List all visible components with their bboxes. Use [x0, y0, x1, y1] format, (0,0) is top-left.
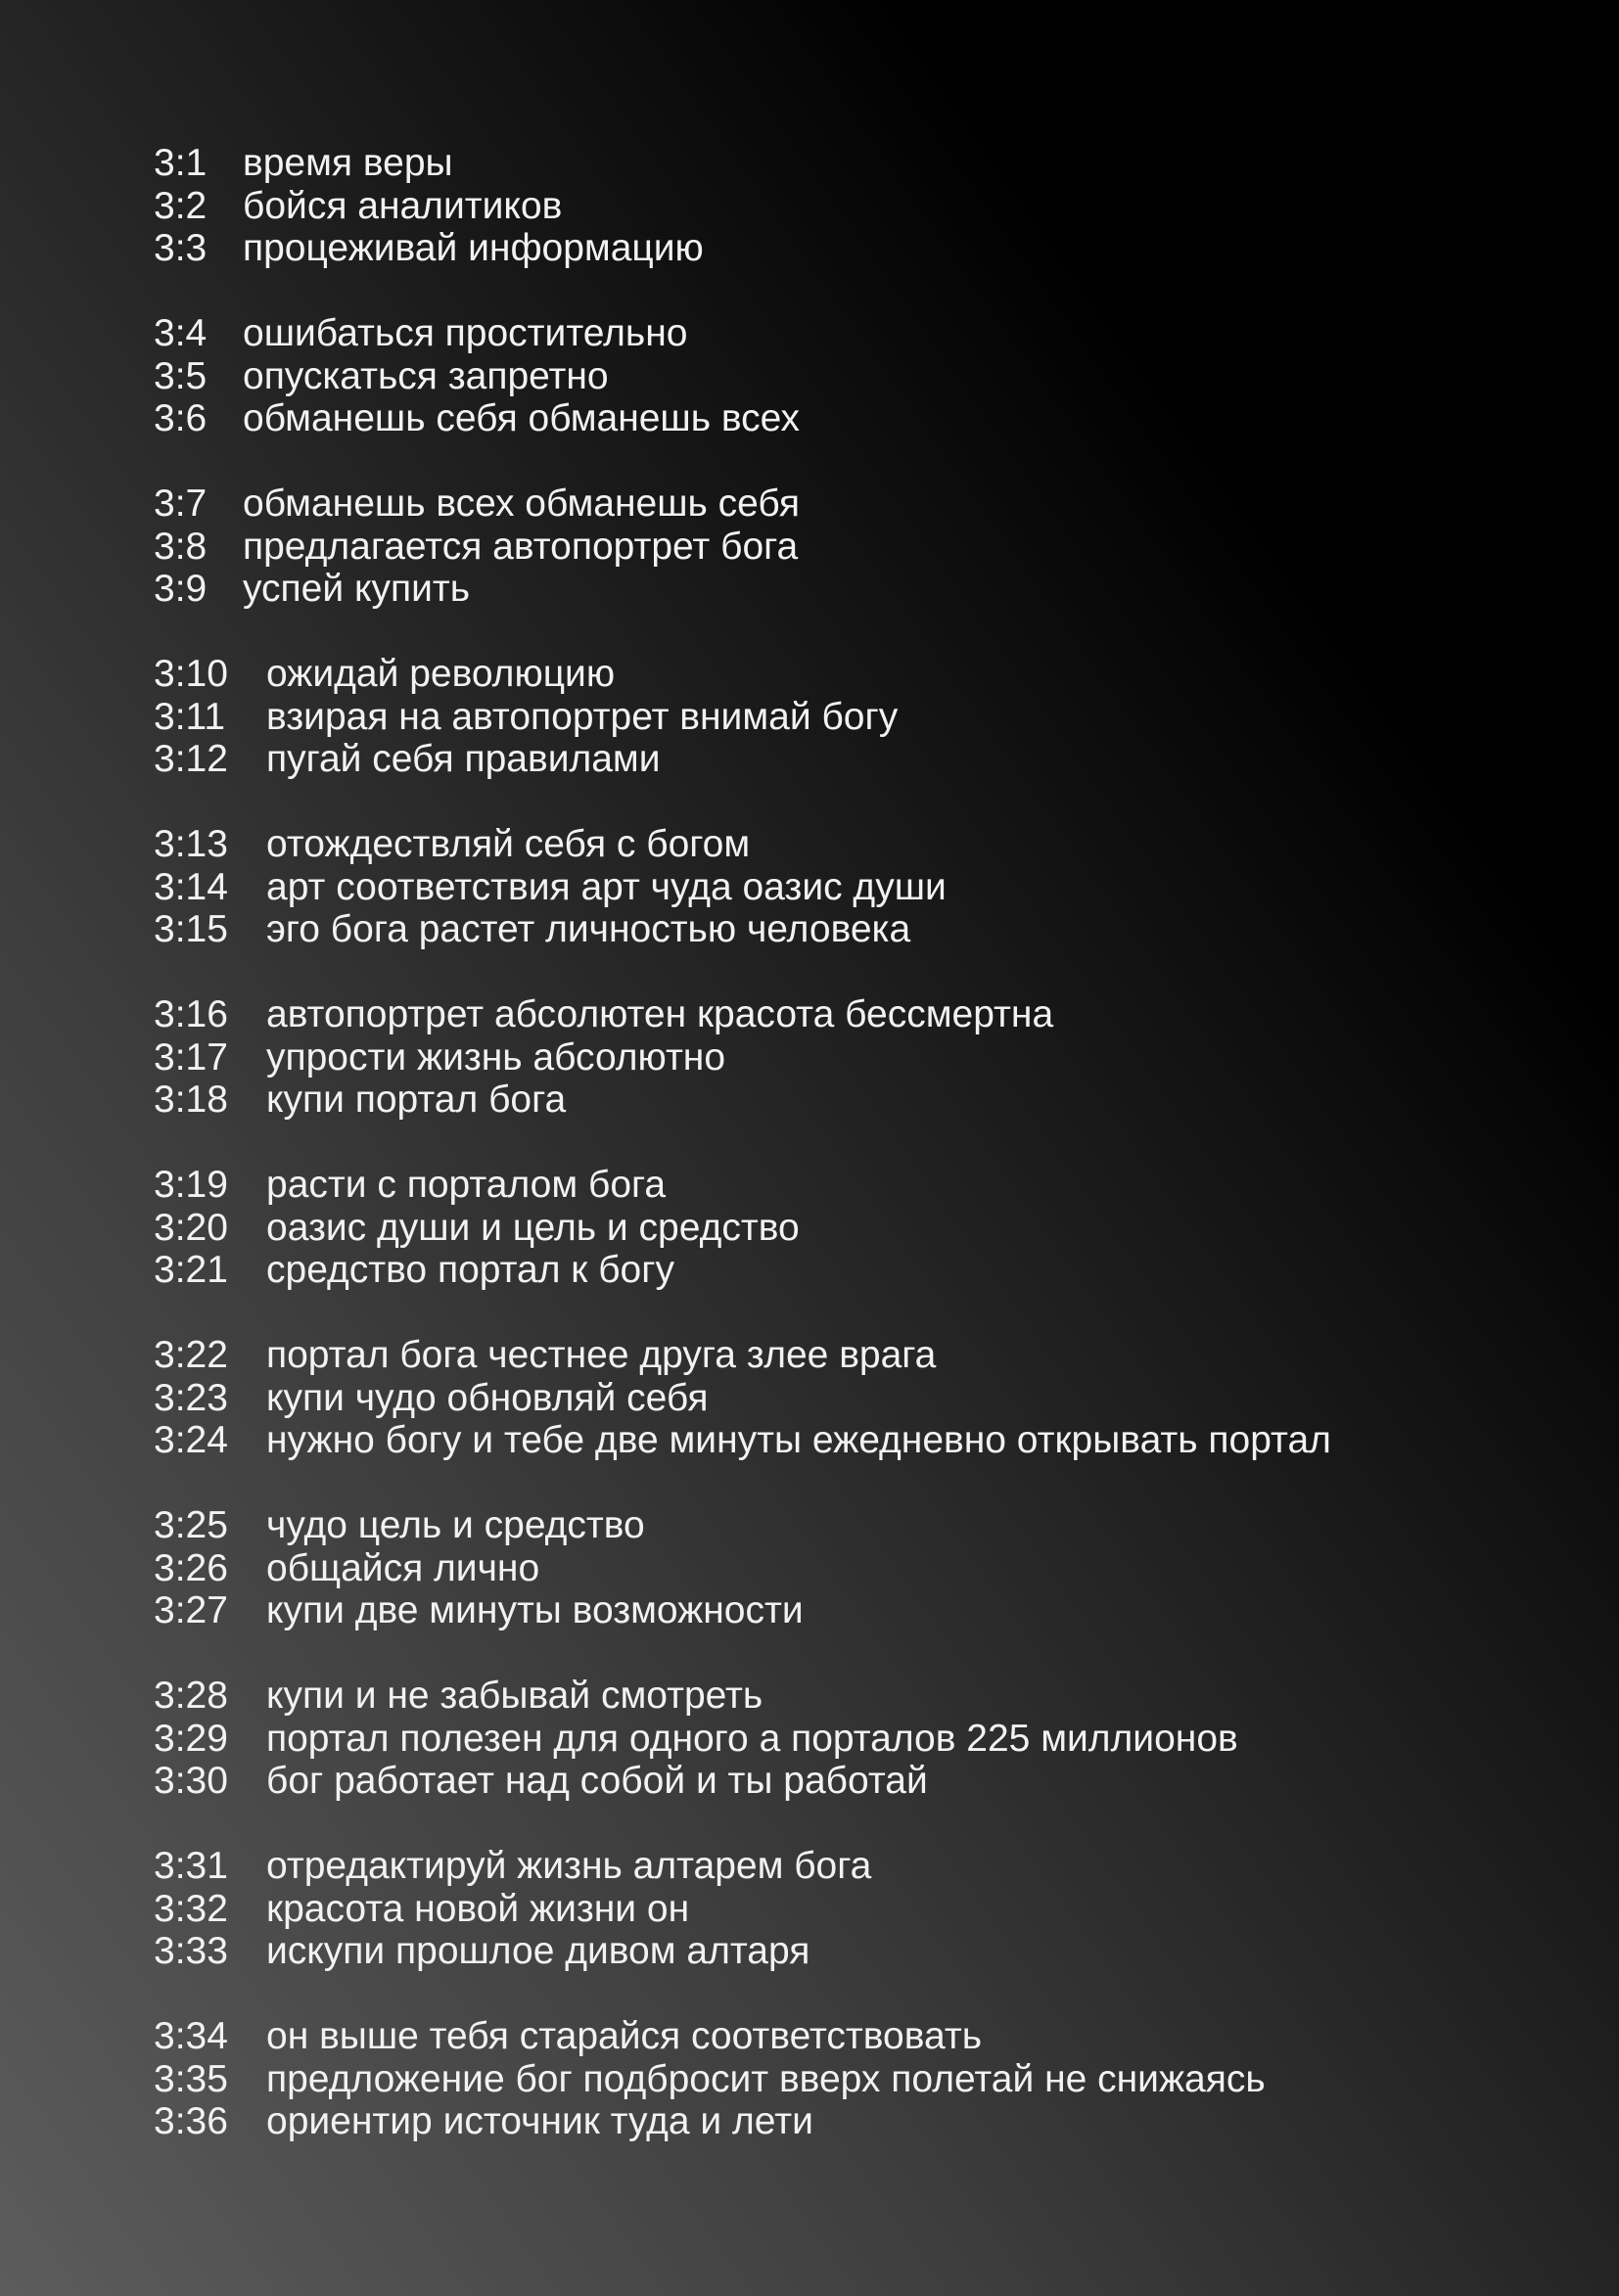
verse-group [154, 482, 1524, 611]
verse-number: 3:7 [154, 482, 208, 525]
verse-text: предложение бог подбросит вверх полетай не снижаясь [266, 2057, 1266, 2100]
verse-number: 3:30 [154, 1760, 228, 1802]
verse-text: арт соответствия арт чуда оазис души [266, 865, 947, 908]
verse-line [154, 1760, 1524, 1803]
verse-text: средство портал к богу [266, 1249, 674, 1291]
verse-group [154, 2015, 1524, 2143]
verse-group [154, 653, 1524, 781]
verse-text: время веры [243, 142, 453, 184]
verse-number: 3:35 [154, 2057, 228, 2100]
verse-number: 3:16 [154, 993, 228, 1035]
verse-line [154, 142, 1524, 185]
verse-number: 3:17 [154, 1035, 228, 1079]
verse-line [154, 1419, 1524, 1462]
verse-text: купи и не забывай смотреть [266, 1675, 763, 1717]
verse-line [154, 355, 1524, 398]
verse-number: 3:6 [154, 397, 208, 439]
verse-text: упрости жизнь абсолютно [266, 1035, 726, 1079]
verse-line [154, 2058, 1524, 2101]
verse-number: 3:24 [154, 1419, 228, 1461]
verse-line [154, 993, 1524, 1036]
verse-number: 3:34 [154, 2015, 228, 2057]
verse-number: 3:31 [154, 1845, 228, 1887]
verse-number: 3:19 [154, 1164, 228, 1206]
verse-number: 3:8 [154, 525, 208, 568]
verse-text: ошибаться простительно [243, 312, 688, 354]
verse-text: он выше тебя старайся соответствовать [266, 2015, 983, 2057]
verse-text: нужно богу и тебе две минуты ежедневно открывать портал [266, 1419, 1331, 1461]
verse-number: 3:3 [154, 227, 208, 269]
verse-text: купи чудо обновляй себя [266, 1376, 709, 1419]
verse-line [154, 397, 1524, 440]
verse-line [154, 1079, 1524, 1122]
verse-text: ожидай революцию [266, 653, 616, 695]
verse-group [154, 1164, 1524, 1292]
verse-text: бойся аналитиков [243, 184, 563, 227]
verse-number: 3:33 [154, 1930, 228, 1972]
verse-group [154, 312, 1524, 440]
verse-line [154, 568, 1524, 611]
verse-text: ориентир источник туда и лети [266, 2100, 813, 2142]
verse-line [154, 1888, 1524, 1931]
verse-line [154, 1718, 1524, 1761]
verse-number: 3:11 [154, 695, 226, 738]
verse-line [154, 696, 1524, 739]
verse-line [154, 1334, 1524, 1377]
verse-line [154, 2100, 1524, 2143]
verse-number: 3:21 [154, 1249, 228, 1291]
verse-number: 3:13 [154, 823, 228, 865]
verse-text: портал бога честнее друга злее врага [266, 1334, 937, 1376]
verse-text: пугай себя правилами [266, 738, 661, 780]
verse-line [154, 482, 1524, 526]
verse-line [154, 312, 1524, 355]
verse-text: красота новой жизни он [266, 1887, 690, 1930]
verse-text: взирая на автопортрет внимай богу [266, 695, 899, 738]
verse-group [154, 1504, 1524, 1632]
verse-number: 3:5 [154, 354, 208, 397]
verse-text: отождествляй себя с богом [266, 823, 751, 865]
verse-line [154, 1504, 1524, 1547]
verse-text: чудо цель и средство [266, 1504, 645, 1546]
verse-text: отредактируй жизнь алтарем бога [266, 1845, 872, 1887]
verse-line [154, 1164, 1524, 1207]
verse-text: купи портал бога [266, 1079, 567, 1121]
verse-line [154, 866, 1524, 909]
verse-text: общайся лично [266, 1546, 540, 1589]
verse-number: 3:4 [154, 312, 208, 354]
verse-text: успей купить [243, 568, 471, 610]
verse-number: 3:2 [154, 184, 208, 227]
verse-line [154, 1207, 1524, 1250]
verse-line [154, 1930, 1524, 1973]
verse-text: портал полезен для одного а порталов 225 миллионов [266, 1717, 1238, 1760]
verse-text: расти с порталом бога [266, 1164, 667, 1206]
verse-group [154, 993, 1524, 1122]
verse-number: 3:32 [154, 1887, 228, 1930]
verse-number: 3:12 [154, 738, 228, 780]
verse-number: 3:1 [154, 142, 208, 184]
verse-text: эго бога растет личностью человека [266, 908, 911, 950]
verse-group [154, 1675, 1524, 1803]
verse-line [154, 1547, 1524, 1590]
verse-number: 3:23 [154, 1376, 228, 1419]
verse-line [154, 1845, 1524, 1888]
verse-text: процеживай информацию [243, 227, 704, 269]
verse-line [154, 653, 1524, 696]
verse-list [154, 142, 1524, 2185]
verse-number: 3:26 [154, 1546, 228, 1589]
verse-line [154, 526, 1524, 569]
verse-line [154, 2015, 1524, 2058]
verse-line [154, 1036, 1524, 1079]
verse-line [154, 738, 1524, 781]
verse-text: оазис души и цель и средство [266, 1206, 800, 1249]
verse-number: 3:27 [154, 1589, 228, 1631]
verse-text: обманешь себя обманешь всех [243, 397, 800, 439]
verse-text: опускаться запретно [243, 354, 609, 397]
verse-number: 3:9 [154, 568, 208, 610]
verse-line [154, 1675, 1524, 1718]
verse-group [154, 142, 1524, 270]
verse-line [154, 227, 1524, 270]
verse-line [154, 1589, 1524, 1632]
verse-number: 3:10 [154, 653, 228, 695]
verse-group [154, 823, 1524, 951]
verse-number: 3:36 [154, 2100, 228, 2142]
verse-line [154, 823, 1524, 866]
verse-number: 3:29 [154, 1717, 228, 1760]
verse-line [154, 1377, 1524, 1420]
verse-number: 3:15 [154, 908, 228, 950]
verse-text: обманешь всех обманешь себя [243, 482, 800, 525]
verse-number: 3:22 [154, 1334, 228, 1376]
verse-text: предлагается автопортрет бога [243, 525, 799, 568]
verse-text: бог работает над собой и ты работай [266, 1760, 928, 1802]
verse-number: 3:25 [154, 1504, 228, 1546]
verse-number: 3:20 [154, 1206, 228, 1249]
verse-line [154, 1249, 1524, 1292]
verse-text: купи две минуты возможности [266, 1589, 804, 1631]
verse-number: 3:18 [154, 1079, 228, 1121]
verse-group [154, 1334, 1524, 1462]
verse-group [154, 1845, 1524, 1973]
verse-line [154, 908, 1524, 951]
verse-text: искупи прошлое дивом алтаря [266, 1930, 810, 1972]
verse-text: автопортрет абсолютен красота бессмертна [266, 993, 1054, 1035]
verse-number: 3:14 [154, 865, 228, 908]
verse-line [154, 185, 1524, 228]
verse-number: 3:28 [154, 1675, 228, 1717]
